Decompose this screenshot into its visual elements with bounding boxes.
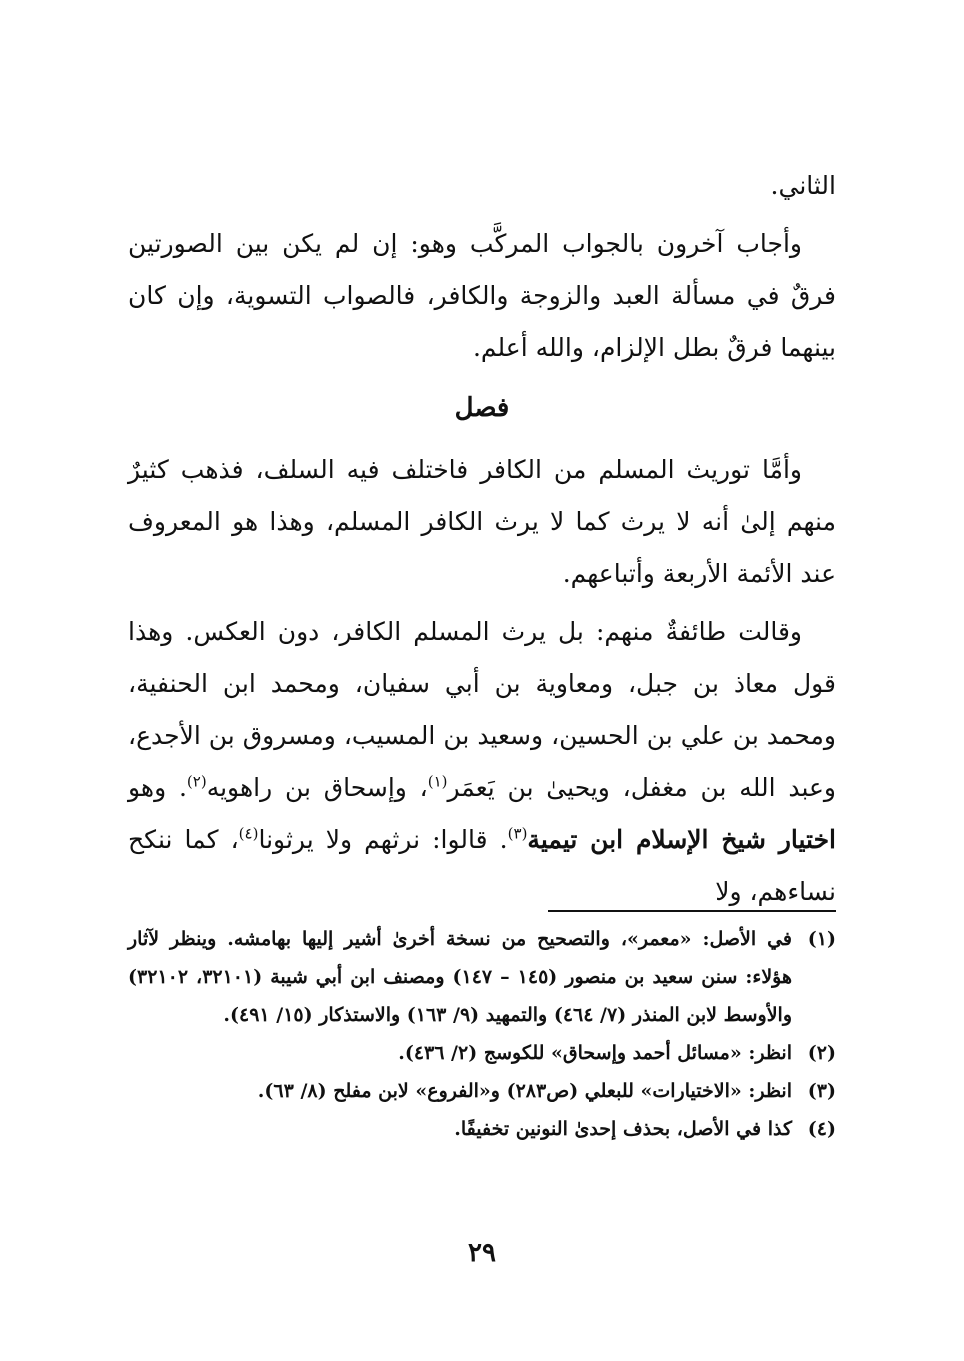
footnote-item xyxy=(128,1034,836,1072)
text-segment: وقالت طائفةٌ منهم: بل يرث المسلم الكافر، دون العكس. وهذا قول معاذ بن جبل، ومعاوية بن أبي سفيان، ومحمد ابن الحنفية، ومحمد بن علي بن الحسين، وسعيد بن المسيب، ومسروق بن الأجدع، وعبد الله بن مغفل، ويحيىٰ بن يَعمَر xyxy=(128,617,836,802)
page-number: ٢٩ xyxy=(468,1238,496,1268)
section-heading: فصل xyxy=(454,393,510,423)
paragraph-opposing-view xyxy=(128,606,836,918)
main-text-block xyxy=(128,160,836,924)
text-segment: . وهو xyxy=(128,773,187,802)
footnote-ref-1[interactable]: (١) xyxy=(427,772,448,791)
footnote-number: (٤) xyxy=(807,1118,836,1140)
footnote-item xyxy=(128,920,836,1034)
footnote-number: (٢) xyxy=(807,1042,836,1064)
footnote-ref-2[interactable]: (٢) xyxy=(186,772,207,791)
paragraph-composite-answer: وأجاب آخرون بالجواب المركَّب وهو: إن لم يكن بين الصورتين فرقٌ في مسألة العبد والزوجة والكافر، فالصواب التسوية، وإن كان بينهما فرقٌ بطل الإلزام، والله أعلم. xyxy=(128,229,836,362)
footnote-text: انظر: «الاختيارات» للبعلي (ص٢٨٣) و«الفروع» لابن مفلح (٨/ ٦٣). xyxy=(257,1080,792,1102)
footnote-number: (١) xyxy=(807,928,836,950)
text-segment: . قالوا: نرثهم ولا يرثونا xyxy=(258,825,508,854)
text-segment: ، كما ننكح نساءهم، ولا xyxy=(128,825,836,906)
footnote-item xyxy=(128,1110,836,1148)
text-segment: ، وإسحاق بن راهويه xyxy=(206,773,428,802)
paragraph-continuation: الثاني. xyxy=(770,171,836,200)
footnote-text: في الأصل: «معمر»، والتصحيح من نسخة أخرىٰ أشير إليها بهامشه. وينظر لآثار هؤلاء: سنن سعيد بن منصور (١٤٥ – ١٤٧) ومصنف ابن أبي شيبة (٣٢١٠١، ٣٢١٠٢) والأوسط لابن المنذر (٧/ ٤٦٤) والتمهيد (٩/ ١٦٣) والاستذكار (١٥/ ٤٩١). xyxy=(128,928,792,1026)
footnote-separator xyxy=(548,910,836,912)
footnote-ref-4[interactable]: (٤) xyxy=(238,824,259,843)
footnotes-block xyxy=(128,920,836,1148)
footnote-number: (٣) xyxy=(807,1080,836,1102)
bold-emphasis: اختيار شيخ الإسلام ابن تيمية xyxy=(527,825,836,854)
footnote-ref-3[interactable]: (٣) xyxy=(507,824,528,843)
paragraph-inheritance-dispute: وأمَّا توريث المسلم من الكافر فاختلف فيه السلف، فذهب كثيرٌ منهم إلىٰ أنه لا يرث كما لا يرث الكافر المسلم، وهذا هو المعروف عند الأئمة الأربعة وأتباعهم. xyxy=(128,455,836,588)
footnote-text: انظر: «مسائل أحمد وإسحاق» للكوسج (٢/ ٤٣٦). xyxy=(398,1042,792,1064)
footnote-text: كذا في الأصل، بحذف إحدىٰ النونين تخفيفًا. xyxy=(454,1118,792,1140)
footnote-item xyxy=(128,1072,836,1110)
